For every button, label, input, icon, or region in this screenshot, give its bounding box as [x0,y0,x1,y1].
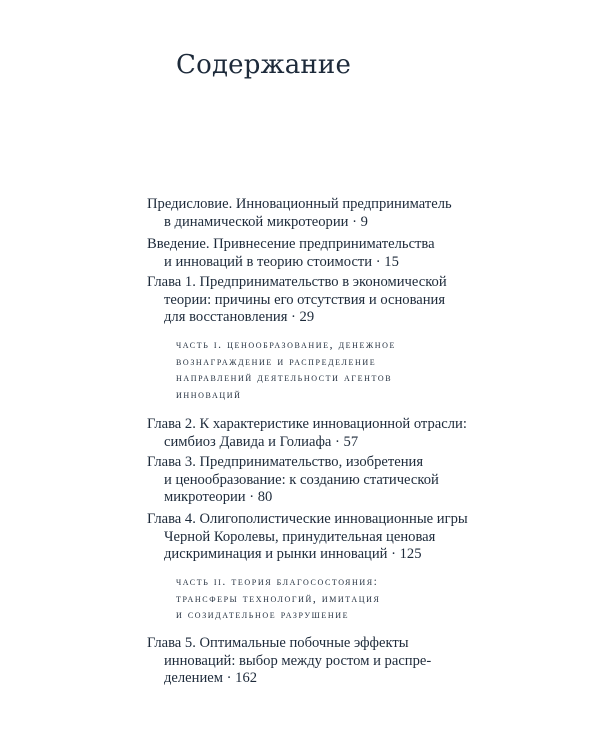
toc-entry-line: Глава 4. Олигополистические инновационные игры [147,511,468,527]
toc-entry-chapter-4[interactable] [147,511,477,564]
toc-entry-line: дискриминация и рынки инноваций · 125 [164,546,422,562]
toc-entry-line: и инноваций в теорию стоимости · 15 [164,253,399,270]
toc-entry-line: Черной Королевы, принудительная ценовая [164,528,436,545]
toc-part-line: вознаграждение и распределение [176,354,377,368]
toc-entry-chapter-5[interactable] [147,635,477,688]
toc-entry-line: Предисловие. Инновационный предприниматель [147,196,452,212]
toc-part-line: часть i. ценообразование, денежное [176,338,396,351]
toc-part-1-heading[interactable] [176,337,476,403]
toc-entry-line: симбиоз Давида и Голиафа · 57 [164,433,359,450]
toc-entry-chapter-1[interactable] [147,274,477,327]
toc-entry-line: теории: причины его отсутствия и основания [164,291,446,308]
toc-entry-line: Глава 3. Предпринимательство, изобретения [147,454,424,470]
toc-entry-line: делением · 162 [164,670,258,686]
toc-entry-chapter-3[interactable] [147,454,477,507]
toc-part-line: направлений деятельности агентов [176,371,393,385]
toc-entry-line: микротеории · 80 [164,489,273,505]
toc-entry-line: для восстановления · 29 [164,309,315,325]
toc-entry-line: Введение. Привнесение предпринимательства [147,236,435,252]
toc-entry-chapter-2[interactable] [147,416,477,451]
toc-entry-line: инноваций: выбор между ростом и распре- [164,652,432,669]
toc-part-2-heading[interactable] [176,574,476,624]
toc-entry-preface[interactable] [147,196,477,231]
toc-entry-line: и ценообразование: к созданию статической [164,471,439,488]
toc-entry-line: Глава 1. Предпринимательство в экономической [147,274,447,290]
toc-part-line: трансферы технологий, имитация [176,591,381,605]
toc-entry-line: Глава 2. К характеристике инновационной отрасли: [147,416,467,432]
toc-entry-line: Глава 5. Оптимальные побочные эффекты [147,635,409,651]
page-title: Содержание [176,50,352,80]
toc-part-line: часть ii. теория благосостояния: [176,575,379,588]
toc-entry-introduction[interactable] [147,236,477,271]
toc-entry-line: в динамической микротеории · 9 [164,213,368,230]
toc-part-line: инноваций [176,387,242,401]
toc-part-line: и созидательное разрушение [176,608,350,622]
